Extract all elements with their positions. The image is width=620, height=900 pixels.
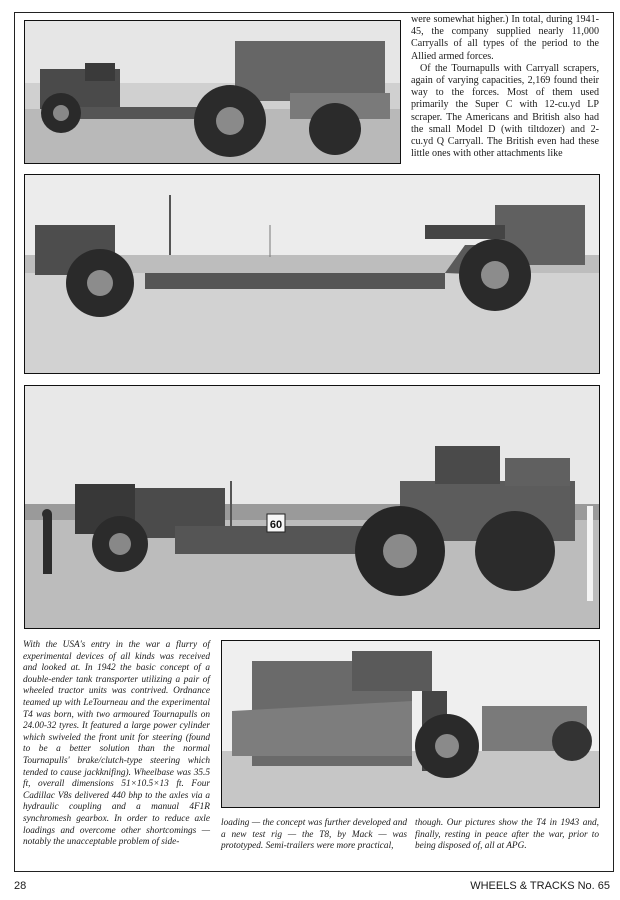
article-text bbox=[411, 14, 599, 160]
caption-text-3: though. Our pictures show the T4 in 1943 and, finally, resting in peace after the war, prior to being disposed of, all at APG. bbox=[415, 818, 599, 852]
caption-column-3 bbox=[415, 818, 599, 853]
photo-t4-front-view-postwar bbox=[221, 640, 600, 808]
page-number: 28 bbox=[14, 880, 27, 892]
caption-column-2 bbox=[221, 818, 407, 853]
caption-column-1 bbox=[23, 640, 210, 849]
photo-t4-side-view-1 bbox=[24, 20, 401, 164]
magazine-issue: WHEELS & TRACKS No. 65 bbox=[470, 880, 610, 892]
article-paragraph-2: Of the Tournapulls with Carryall scrapers, again of varying capacities, 2,169 found their way to the forces. Most of them used primarily the Super C with 12-cu.yd LP scraper. The Americans and British also had the small Model D (with tiltdozer) and 2-cu.yd Q Carryall. The British even had these little ones with other attachments like bbox=[411, 62, 599, 160]
caption-text-1: With the USA's entry in the war a flurry of experimental devices of all kinds was received and looked at. In 1942 the basic concept of a double-ender tank transporter utilizing a pair of wheeled tractor units was contrived. Ordnance teamed up with LeTourneau and the experimental T4 was born, with two armoured Tournapulls on 24.00-32 tyres. It featured a large power cylinder which swiveled the front unit for steering (found to be a better solution than the normal Tournapulls' brake/clutch-type steering which tended to cause jackknifing). Wheelbase was 35.5 ft, overall dimensions 51×10.5×13 ft. Four Cadillac V8s delivered 440 bhp to the axles via a hydraulic coupling and a manual 4F1R synchromesh gearbox. In order to reduce axle loadings and overcome other shortcomings — notably the unacceptable problem of side- bbox=[23, 640, 210, 848]
photo-t4-three-quarter-view bbox=[24, 385, 600, 629]
article-paragraph-1: were somewhat higher.) In total, during 1941-45, the company supplied nearly 11,000 Carryalls of all types of the period to the Allied armed forces. bbox=[411, 14, 599, 62]
speed-limit-sign: 60 bbox=[269, 519, 283, 531]
caption-text-2: loading — the concept was further developed and a new test rig — the T8, by Mack — was prototyped. Semi-trailers were more practical, bbox=[221, 818, 407, 852]
photo-t4-full-length bbox=[24, 174, 600, 374]
